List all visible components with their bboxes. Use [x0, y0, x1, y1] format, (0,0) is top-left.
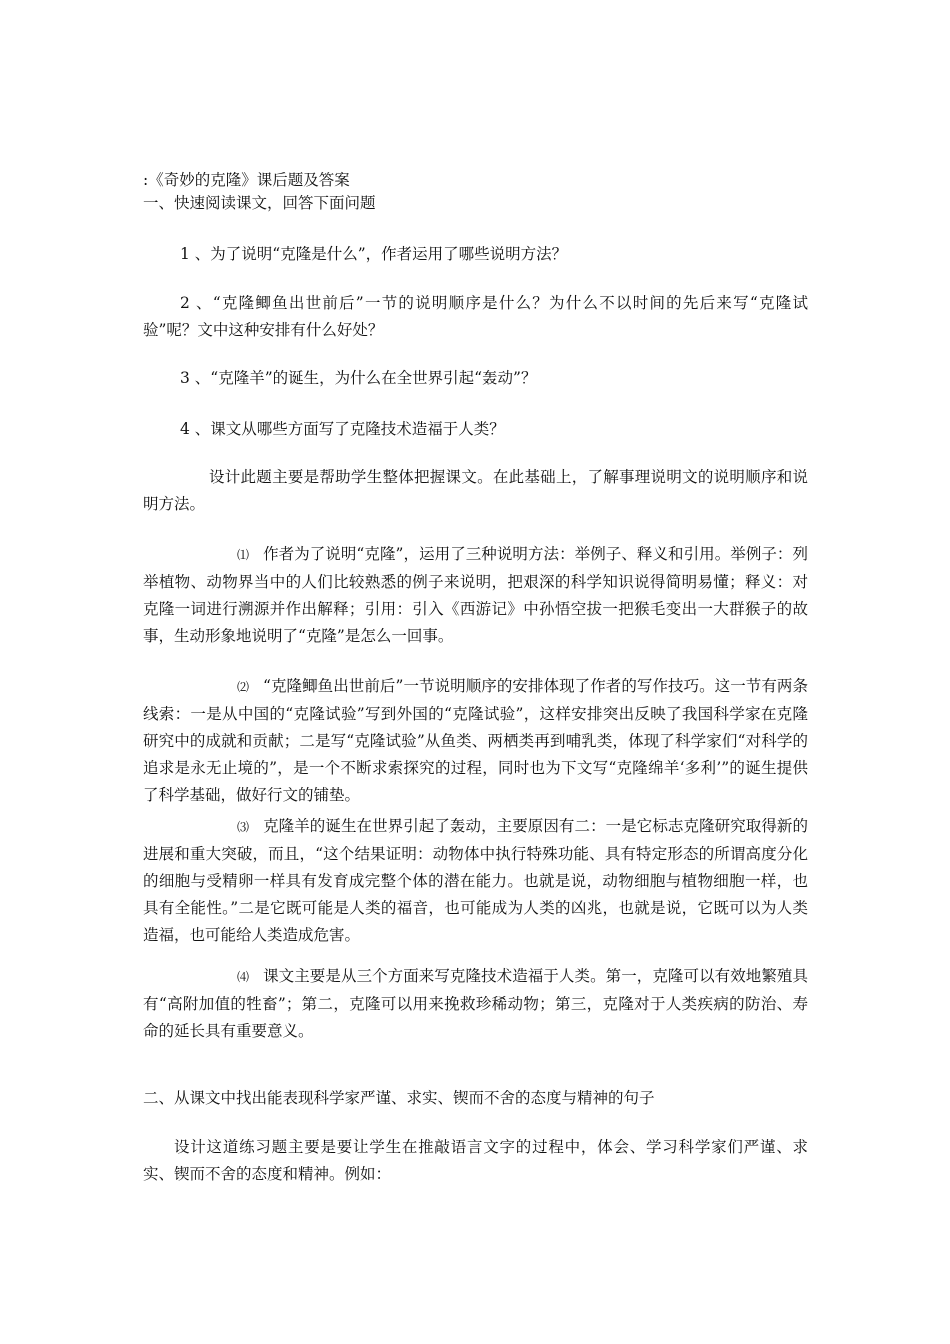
answer-3-text: 克隆羊的诞生在世界引起了轰动，主要原因有二：一是它标志克隆研究取得新的进展和重大突破，而且，“这个结果证明：动物体中执行特殊功能、具有特定形态的所谓高度分化的细胞与受精卵一样具有发育成完整个体的潜在能力。也就是说，动物细胞与植物细胞一样，也具有全能性。”二是它既可能是人类的福音，也可能成为人类的凶兆，也就是说，它既可以为人类造福，也可能给人类造成危害。 [143, 817, 808, 944]
section-1-heading: 一、快速阅读课文，回答下面问题 [143, 194, 376, 212]
answer-3 [143, 813, 808, 949]
answer-4-number: ⑷ [237, 970, 250, 984]
answer-4 [143, 963, 808, 1045]
answer-2-text: “克隆鲫鱼出世前后”一节说明顺序的安排体现了作者的写作技巧。这一节有两条线索：一是从中国的“克隆试验”写到外国的“克隆试验”，这样安排突出反映了我国科学家在克隆研究中的成就和贡献；二是写“克隆试验”从鱼类、两栖类再到哺乳类，体现了科学家们“对科学的追求是永无止境的”，是一个不断求索探究的过程，同时也为下文写“克隆绵羊‘多利’”的诞生提供了科学基础，做好行文的铺垫。 [143, 677, 808, 804]
answer-1-number: ⑴ [237, 548, 250, 562]
question-3: 3 、“克隆羊”的诞生，为什么在全世界引起“轰动”？ [180, 369, 537, 387]
question-1: 1 、为了说明“克隆是什么”，作者运用了哪些说明方法？ [180, 245, 568, 263]
document-title: :《奇妙的克隆》课后题及答案 [143, 171, 350, 189]
design-note-2: 设计这道练习题主要是要让学生在推敲语言文字的过程中，体会、学习科学家们严谨、求实、锲而不舍的态度和精神。例如： [143, 1138, 808, 1183]
answer-1-text: 作者为了说明“克隆”，运用了三种说明方法：举例子、释义和引用。举例子：列举植物、动物界当中的人们比较熟悉的例子来说明，把艰深的科学知识说得简明易懂；释义：对克隆一词进行溯源并作出解释；引用：引入《西游记》中孙悟空拔一把猴毛变出一大群猴子的故事，生动形象地说明了“克隆”是怎么一回事。 [143, 545, 808, 645]
answer-2 [143, 673, 808, 809]
answer-2-number: ⑵ [237, 680, 250, 694]
question-2: 2 、“克隆鲫鱼出世前后”一节的说明顺序是什么？为什么不以时间的先后来写“克隆试验”呢？文中这种安排有什么好处？ [143, 294, 808, 339]
answer-1 [143, 541, 808, 650]
answer-3-number: ⑶ [237, 820, 250, 834]
design-note-1: 设计此题主要是帮助学生整体把握课文。在此基础上，了解事理说明文的说明顺序和说明方法。 [143, 468, 808, 513]
section-2-heading: 二、从课文中找出能表现科学家严谨、求实、锲而不舍的态度与精神的句子 [143, 1089, 655, 1107]
answer-4-text: 课文主要是从三个方面来写克隆技术造福于人类。第一，克隆可以有效地繁殖具有“高附加值的牲畜”；第二，克隆可以用来挽救珍稀动物；第三，克隆对于人类疾病的防治、寿命的延长具有重要意义。 [143, 967, 808, 1040]
question-4: 4 、课文从哪些方面写了克隆技术造福于人类？ [180, 420, 505, 438]
